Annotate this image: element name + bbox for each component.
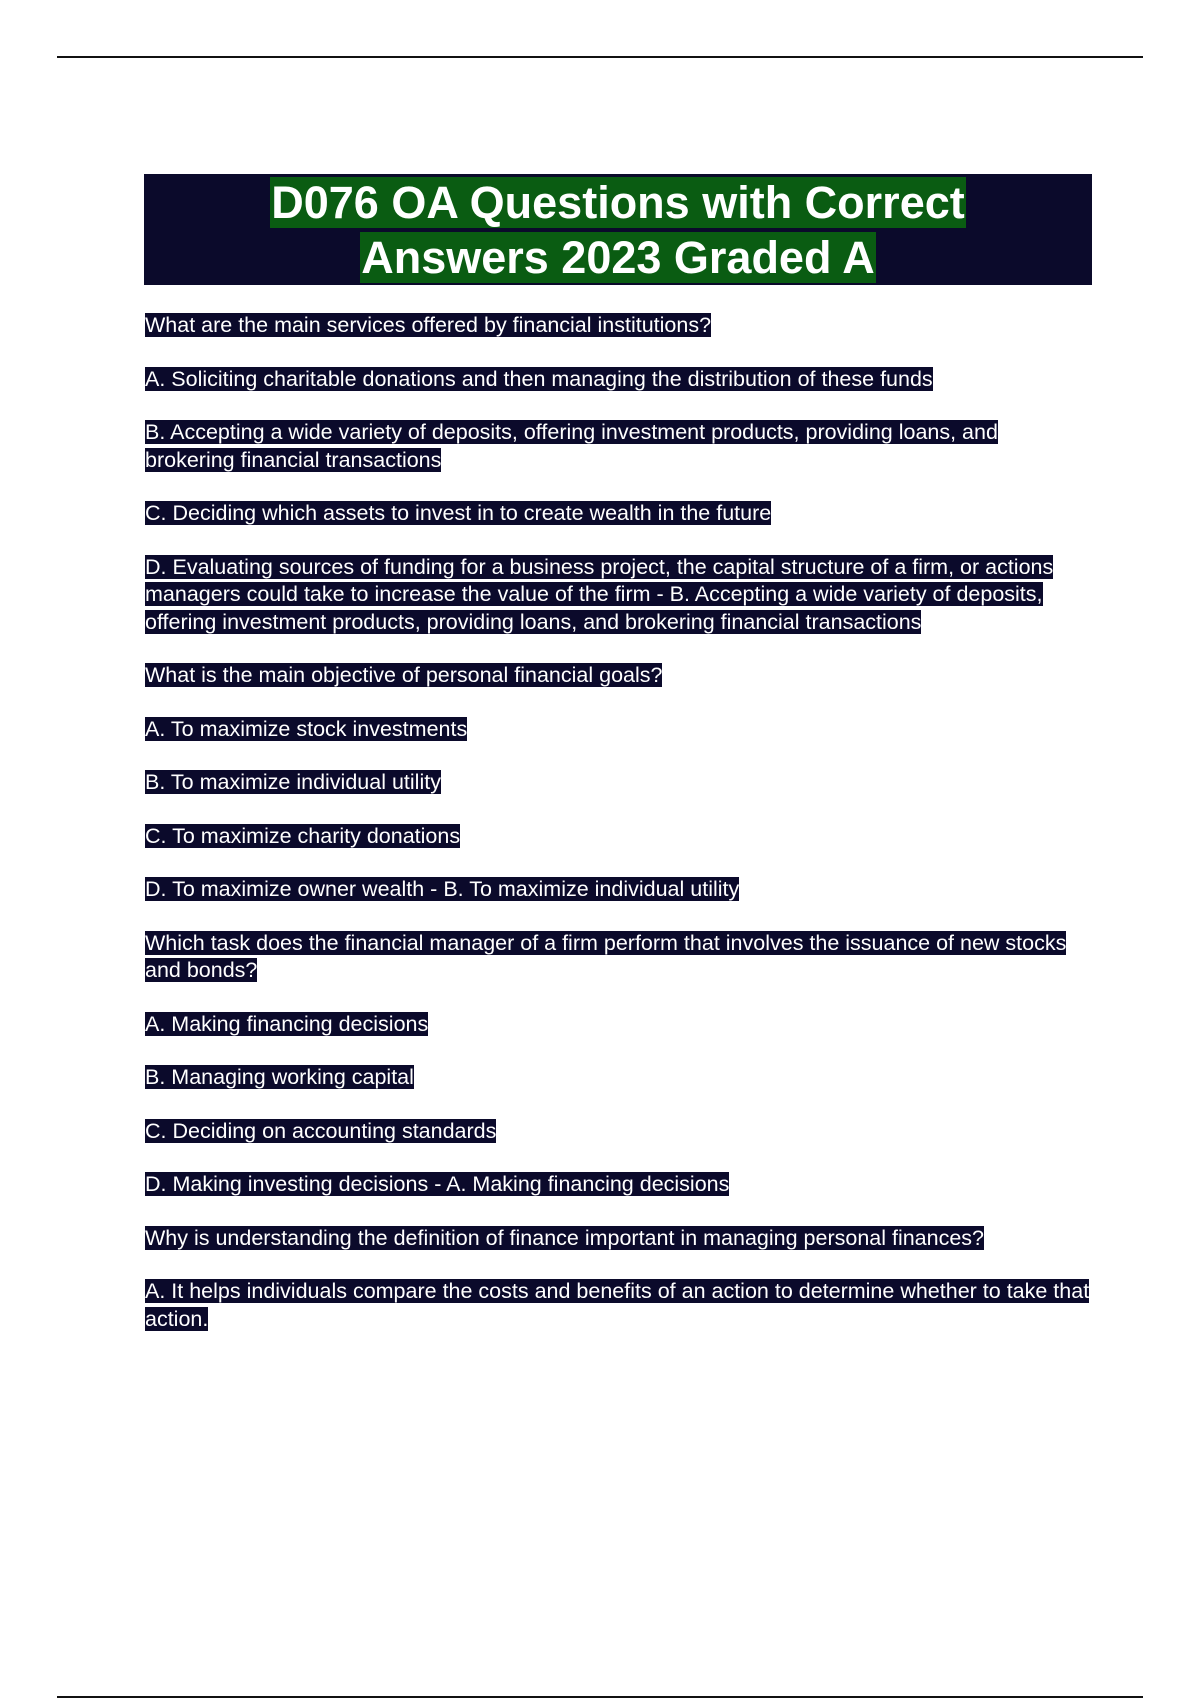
question-3-option-a [145, 1011, 1090, 1039]
question-2 [145, 662, 1090, 690]
question-4-option-a-text: A. It helps individuals compare the costs and benefits of an action to determine whether to take that action. [145, 1279, 1090, 1331]
question-3-text: Which task does the financial manager of a firm perform that involves the issuance of new stocks and bonds? [145, 930, 1067, 982]
document-title-text: D076 OA Questions with Correct Answers 2023 Graded A [271, 176, 965, 283]
question-1-option-c [145, 500, 1090, 528]
question-3-option-c-text: C. Deciding on accounting standards [145, 1118, 497, 1143]
question-1 [145, 312, 1090, 340]
question-2-option-d-answer-text: D. To maximize owner wealth - B. To maximize individual utility [145, 877, 740, 901]
question-3-option-d-answer [145, 1171, 1090, 1199]
question-2-option-b-text: B. To maximize individual utility [145, 770, 441, 794]
title-banner [144, 174, 1092, 285]
question-4 [145, 1225, 1090, 1253]
question-2-option-c-text: C. To maximize charity donations [145, 823, 461, 848]
question-2-option-a [145, 716, 1090, 744]
question-3-option-a-text: A. Making financing decisions [145, 1011, 429, 1036]
question-3 [145, 930, 1090, 985]
question-3-option-d-answer-text: D. Making investing decisions - A. Making financing decisions [145, 1172, 730, 1196]
question-2-option-a-text: A. To maximize stock investments [145, 716, 468, 741]
question-2-option-d-answer [145, 876, 1090, 904]
question-3-option-b [145, 1064, 1090, 1092]
question-1-option-b [145, 419, 1090, 474]
question-1-option-c-text: C. Deciding which assets to invest in to create wealth in the future [145, 501, 772, 525]
question-1-option-d-answer-text: D. Evaluating sources of funding for a business project, the capital structure of a firm, or actions managers could take to increase the value of the firm - B. Accepting a wide variety of deposits, offering investment products, providing loans, and brokering financial transactions [145, 554, 1054, 634]
question-1-option-b-text: B. Accepting a wide variety of deposits, offering investment products, providing loans, and brokering financial transactions [145, 420, 998, 472]
bottom-rule [57, 1696, 1143, 1698]
question-1-option-d-answer [145, 554, 1090, 637]
document-title [208, 175, 1028, 285]
question-1-text: What are the main services offered by financial institutions? [145, 313, 712, 337]
document-body [145, 312, 1090, 1359]
question-3-option-c [145, 1118, 1090, 1146]
question-4-option-a [145, 1278, 1090, 1333]
top-rule [57, 56, 1143, 58]
question-1-option-a-text: A. Soliciting charitable donations and then managing the distribution of these funds [145, 366, 933, 391]
question-1-option-a [145, 366, 1090, 394]
question-4-text: Why is understanding the definition of finance important in managing personal finances? [145, 1225, 985, 1250]
question-2-text: What is the main objective of personal financial goals? [145, 663, 663, 687]
question-3-option-b-text: B. Managing working capital [145, 1065, 414, 1089]
question-2-option-c [145, 823, 1090, 851]
question-2-option-b [145, 769, 1090, 797]
